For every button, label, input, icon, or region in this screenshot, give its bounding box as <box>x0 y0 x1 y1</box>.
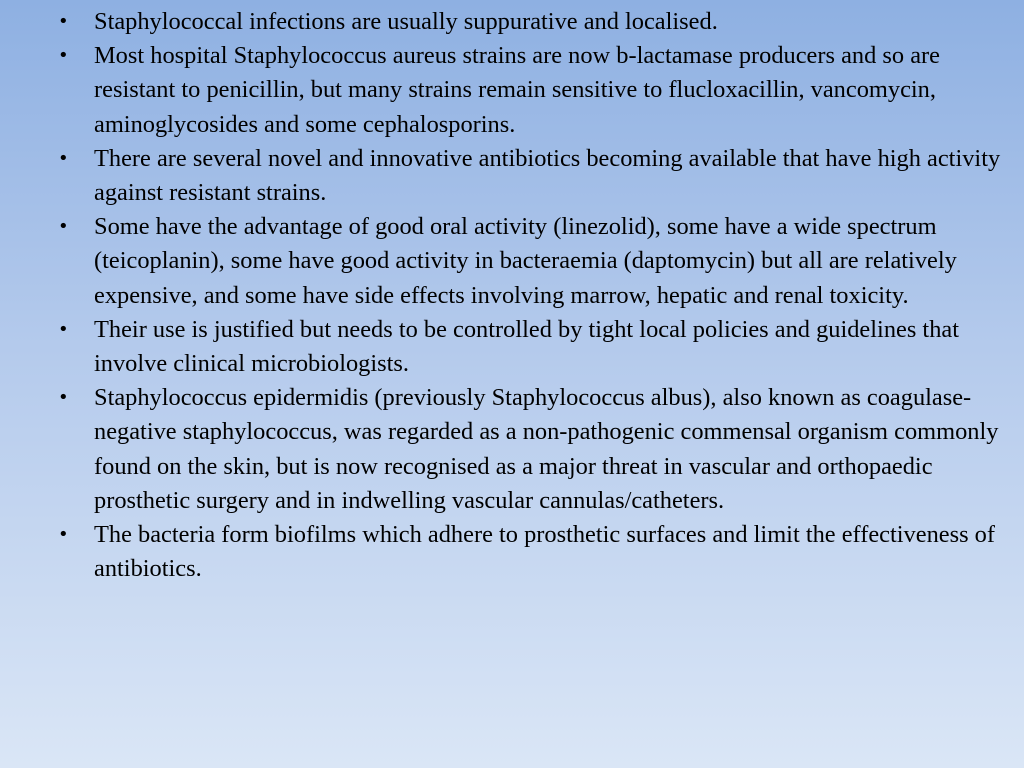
bullet-dot-icon: • <box>58 524 69 546</box>
bullet-item <box>58 39 1010 142</box>
bullet-item <box>58 210 1010 313</box>
bullet-text: Most hospital Staphylococcus aureus strains are now b-lactamase producers and so are resistant to penicillin, but many strains remain sensitive to flucloxacillin, vancomycin, aminoglycosides and some cephalosporins. <box>94 42 940 138</box>
bullet-text: Staphylococcal infections are usually suppurative and localised. <box>94 8 718 35</box>
bullet-text: Their use is justified but needs to be controlled by tight local policies and guidelines that involve clinical microbiologists. <box>94 315 959 378</box>
bullet-dot-icon: • <box>58 147 69 169</box>
bullet-item <box>58 518 1010 586</box>
bullet-dot-icon: • <box>58 387 69 409</box>
bullet-list <box>58 5 1010 586</box>
bullet-dot-icon: • <box>58 318 69 340</box>
bullet-dot-icon: • <box>58 45 69 67</box>
bullet-dot-icon: • <box>58 11 69 32</box>
bullet-text: Staphylococcus epidermidis (previously Staphylococcus albus), also known as coagulase-negative staphylococcus, was regarded as a non-pathogenic commensal organism commonly found on the skin, but is now recognised as a major threat in vascular and orthopaedic prosthetic surgery and in indwelling vascular cannulas/catheters. <box>94 384 999 514</box>
bullet-text: The bacteria form biofilms which adhere to prosthetic surfaces and limit the effectiveness of antibiotics. <box>94 521 996 583</box>
bullet-dot-icon: • <box>58 216 69 238</box>
bullet-item <box>58 5 1010 39</box>
bullet-text: Some have the advantage of good oral activity (linezolid), some have a wide spectrum (teicoplanin), some have good activity in bacteraemia (daptomycin) but all are relatively expensive, and some have side effects involving marrow, hepatic and renal toxicity. <box>94 213 957 309</box>
bullet-item <box>58 142 1010 210</box>
bullet-text: There are several novel and innovative antibiotics becoming available that have high activity against resistant strains. <box>94 144 1001 207</box>
bullet-item <box>58 381 1010 518</box>
bullet-item <box>58 313 1010 381</box>
